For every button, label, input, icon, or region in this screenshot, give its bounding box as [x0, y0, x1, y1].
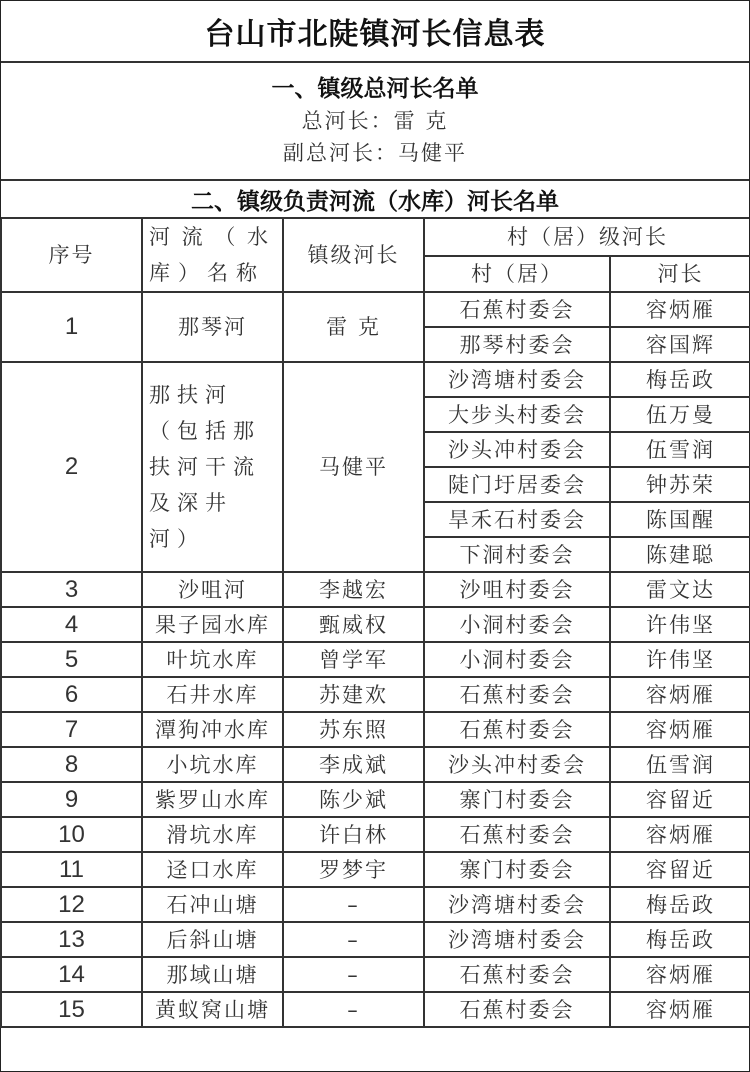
cell-village-chief: 许伟坚 [610, 607, 750, 642]
cell-village-chief: 容留近 [610, 782, 750, 817]
cell-village-chief: 雷文达 [610, 572, 750, 607]
cell-river-name: 黄蚁窝山塘 [142, 992, 283, 1027]
cell-village-chief: 容炳雁 [610, 677, 750, 712]
table-row [1, 922, 750, 957]
cell-village: 沙湾塘村委会 [424, 922, 610, 957]
cell-seq: 7 [1, 712, 142, 747]
cell-village: 石蕉村委会 [424, 677, 610, 712]
section1-heading: 一、镇级总河长名单 [271, 76, 479, 102]
table-row [1, 712, 750, 747]
table-row [1, 782, 750, 817]
header-village-chief: 河长 [610, 256, 750, 293]
header-village-chief-group: 村（居）级河长 [424, 219, 750, 256]
cell-village-chief: 容炳雁 [610, 712, 750, 747]
cell-town-chief: 李成斌 [283, 747, 424, 782]
cell-river-name: 那琴河 [142, 292, 283, 362]
chief-river-chief: 总河长：雷 克 [301, 109, 449, 133]
cell-river-name: 果子园水库 [142, 607, 283, 642]
cell-river-name: 小坑水库 [142, 747, 283, 782]
header-village: 村（居） [424, 256, 610, 293]
cell-town-chief: 苏东照 [283, 712, 424, 747]
cell-town-chief: 曾学军 [283, 642, 424, 677]
cell-village: 沙头冲村委会 [424, 747, 610, 782]
table-row [1, 572, 750, 607]
cell-town-chief: – [283, 992, 424, 1027]
section-town-chief-list [1, 63, 749, 181]
section2-heading: 二、镇级负责河流（水库）河长名单 [1, 181, 749, 219]
cell-seq: 3 [1, 572, 142, 607]
cell-river-name: 沙咀河 [142, 572, 283, 607]
cell-village: 小洞村委会 [424, 607, 610, 642]
table-row [1, 817, 750, 852]
cell-river-name: 石井水库 [142, 677, 283, 712]
cell-village: 那琴村委会 [424, 327, 610, 362]
cell-village-chief: 梅岳政 [610, 887, 750, 922]
cell-seq: 1 [1, 292, 142, 362]
cell-seq: 4 [1, 607, 142, 642]
cell-river-name: 那扶河（包括那扶河干流及深井河） [142, 362, 283, 572]
cell-river-name: 迳口水库 [142, 852, 283, 887]
cell-seq: 2 [1, 362, 142, 572]
cell-town-chief: – [283, 887, 424, 922]
header-seq: 序号 [1, 219, 142, 292]
cell-seq: 10 [1, 817, 142, 852]
cell-village: 石蕉村委会 [424, 712, 610, 747]
cell-town-chief: – [283, 922, 424, 957]
table-row [1, 887, 750, 922]
table-row [1, 747, 750, 782]
table-row [1, 292, 750, 327]
cell-village: 寨门村委会 [424, 782, 610, 817]
table-row [1, 362, 750, 397]
cell-village: 沙咀村委会 [424, 572, 610, 607]
cell-village-chief: 容国辉 [610, 327, 750, 362]
table-header-row [1, 219, 750, 256]
cell-town-chief: – [283, 957, 424, 992]
cell-village-chief: 伍雪润 [610, 747, 750, 782]
cell-village: 石蕉村委会 [424, 292, 610, 327]
cell-seq: 8 [1, 747, 142, 782]
cell-village: 沙头冲村委会 [424, 432, 610, 467]
cell-river-name: 潭狗冲水库 [142, 712, 283, 747]
cell-village: 旱禾石村委会 [424, 502, 610, 537]
cell-seq: 12 [1, 887, 142, 922]
table-row [1, 852, 750, 887]
cell-town-chief: 罗梦宇 [283, 852, 424, 887]
table-row [1, 992, 750, 1027]
cell-seq: 11 [1, 852, 142, 887]
cell-seq: 6 [1, 677, 142, 712]
document-title: 台山市北陡镇河长信息表 [1, 1, 749, 63]
cell-river-name: 紫罗山水库 [142, 782, 283, 817]
cell-village: 大步头村委会 [424, 397, 610, 432]
cell-town-chief: 马健平 [283, 362, 424, 572]
cell-village-chief: 陈国醒 [610, 502, 750, 537]
cell-village: 沙湾塘村委会 [424, 887, 610, 922]
cell-town-chief: 许白林 [283, 817, 424, 852]
cell-seq: 13 [1, 922, 142, 957]
cell-village-chief: 容炳雁 [610, 992, 750, 1027]
cell-river-name: 那域山塘 [142, 957, 283, 992]
cell-village-chief: 梅岳政 [610, 922, 750, 957]
cell-river-name: 后斜山塘 [142, 922, 283, 957]
cell-seq: 5 [1, 642, 142, 677]
cell-town-chief: 甄威权 [283, 607, 424, 642]
cell-village-chief: 容留近 [610, 852, 750, 887]
cell-seq: 9 [1, 782, 142, 817]
river-chief-table [0, 219, 750, 1028]
cell-river-name: 石冲山塘 [142, 887, 283, 922]
cell-town-chief: 苏建欢 [283, 677, 424, 712]
cell-village: 陡门圩居委会 [424, 467, 610, 502]
cell-village-chief: 容炳雁 [610, 957, 750, 992]
table-row [1, 642, 750, 677]
header-river-name: 河流（水库）名称 [142, 219, 283, 292]
cell-village: 石蕉村委会 [424, 957, 610, 992]
cell-village: 寨门村委会 [424, 852, 610, 887]
table-row [1, 607, 750, 642]
cell-village-chief: 许伟坚 [610, 642, 750, 677]
cell-village-chief: 梅岳政 [610, 362, 750, 397]
cell-village: 石蕉村委会 [424, 992, 610, 1027]
cell-seq: 14 [1, 957, 142, 992]
cell-village: 小洞村委会 [424, 642, 610, 677]
cell-village: 沙湾塘村委会 [424, 362, 610, 397]
table-row [1, 957, 750, 992]
table-row [1, 677, 750, 712]
cell-village: 下洞村委会 [424, 537, 610, 572]
cell-seq: 15 [1, 992, 142, 1027]
cell-river-name: 滑坑水库 [142, 817, 283, 852]
cell-village: 石蕉村委会 [424, 817, 610, 852]
cell-village-chief: 钟苏荣 [610, 467, 750, 502]
cell-town-chief: 陈少斌 [283, 782, 424, 817]
cell-river-name: 叶坑水库 [142, 642, 283, 677]
cell-village-chief: 伍雪润 [610, 432, 750, 467]
cell-village-chief: 容炳雁 [610, 292, 750, 327]
cell-village-chief: 陈建聪 [610, 537, 750, 572]
cell-village-chief: 伍万曼 [610, 397, 750, 432]
cell-town-chief: 雷 克 [283, 292, 424, 362]
header-town-chief: 镇级河长 [283, 219, 424, 292]
deputy-chief-river-chief: 副总河长：马健平 [283, 141, 467, 165]
cell-town-chief: 李越宏 [283, 572, 424, 607]
cell-village-chief: 容炳雁 [610, 817, 750, 852]
